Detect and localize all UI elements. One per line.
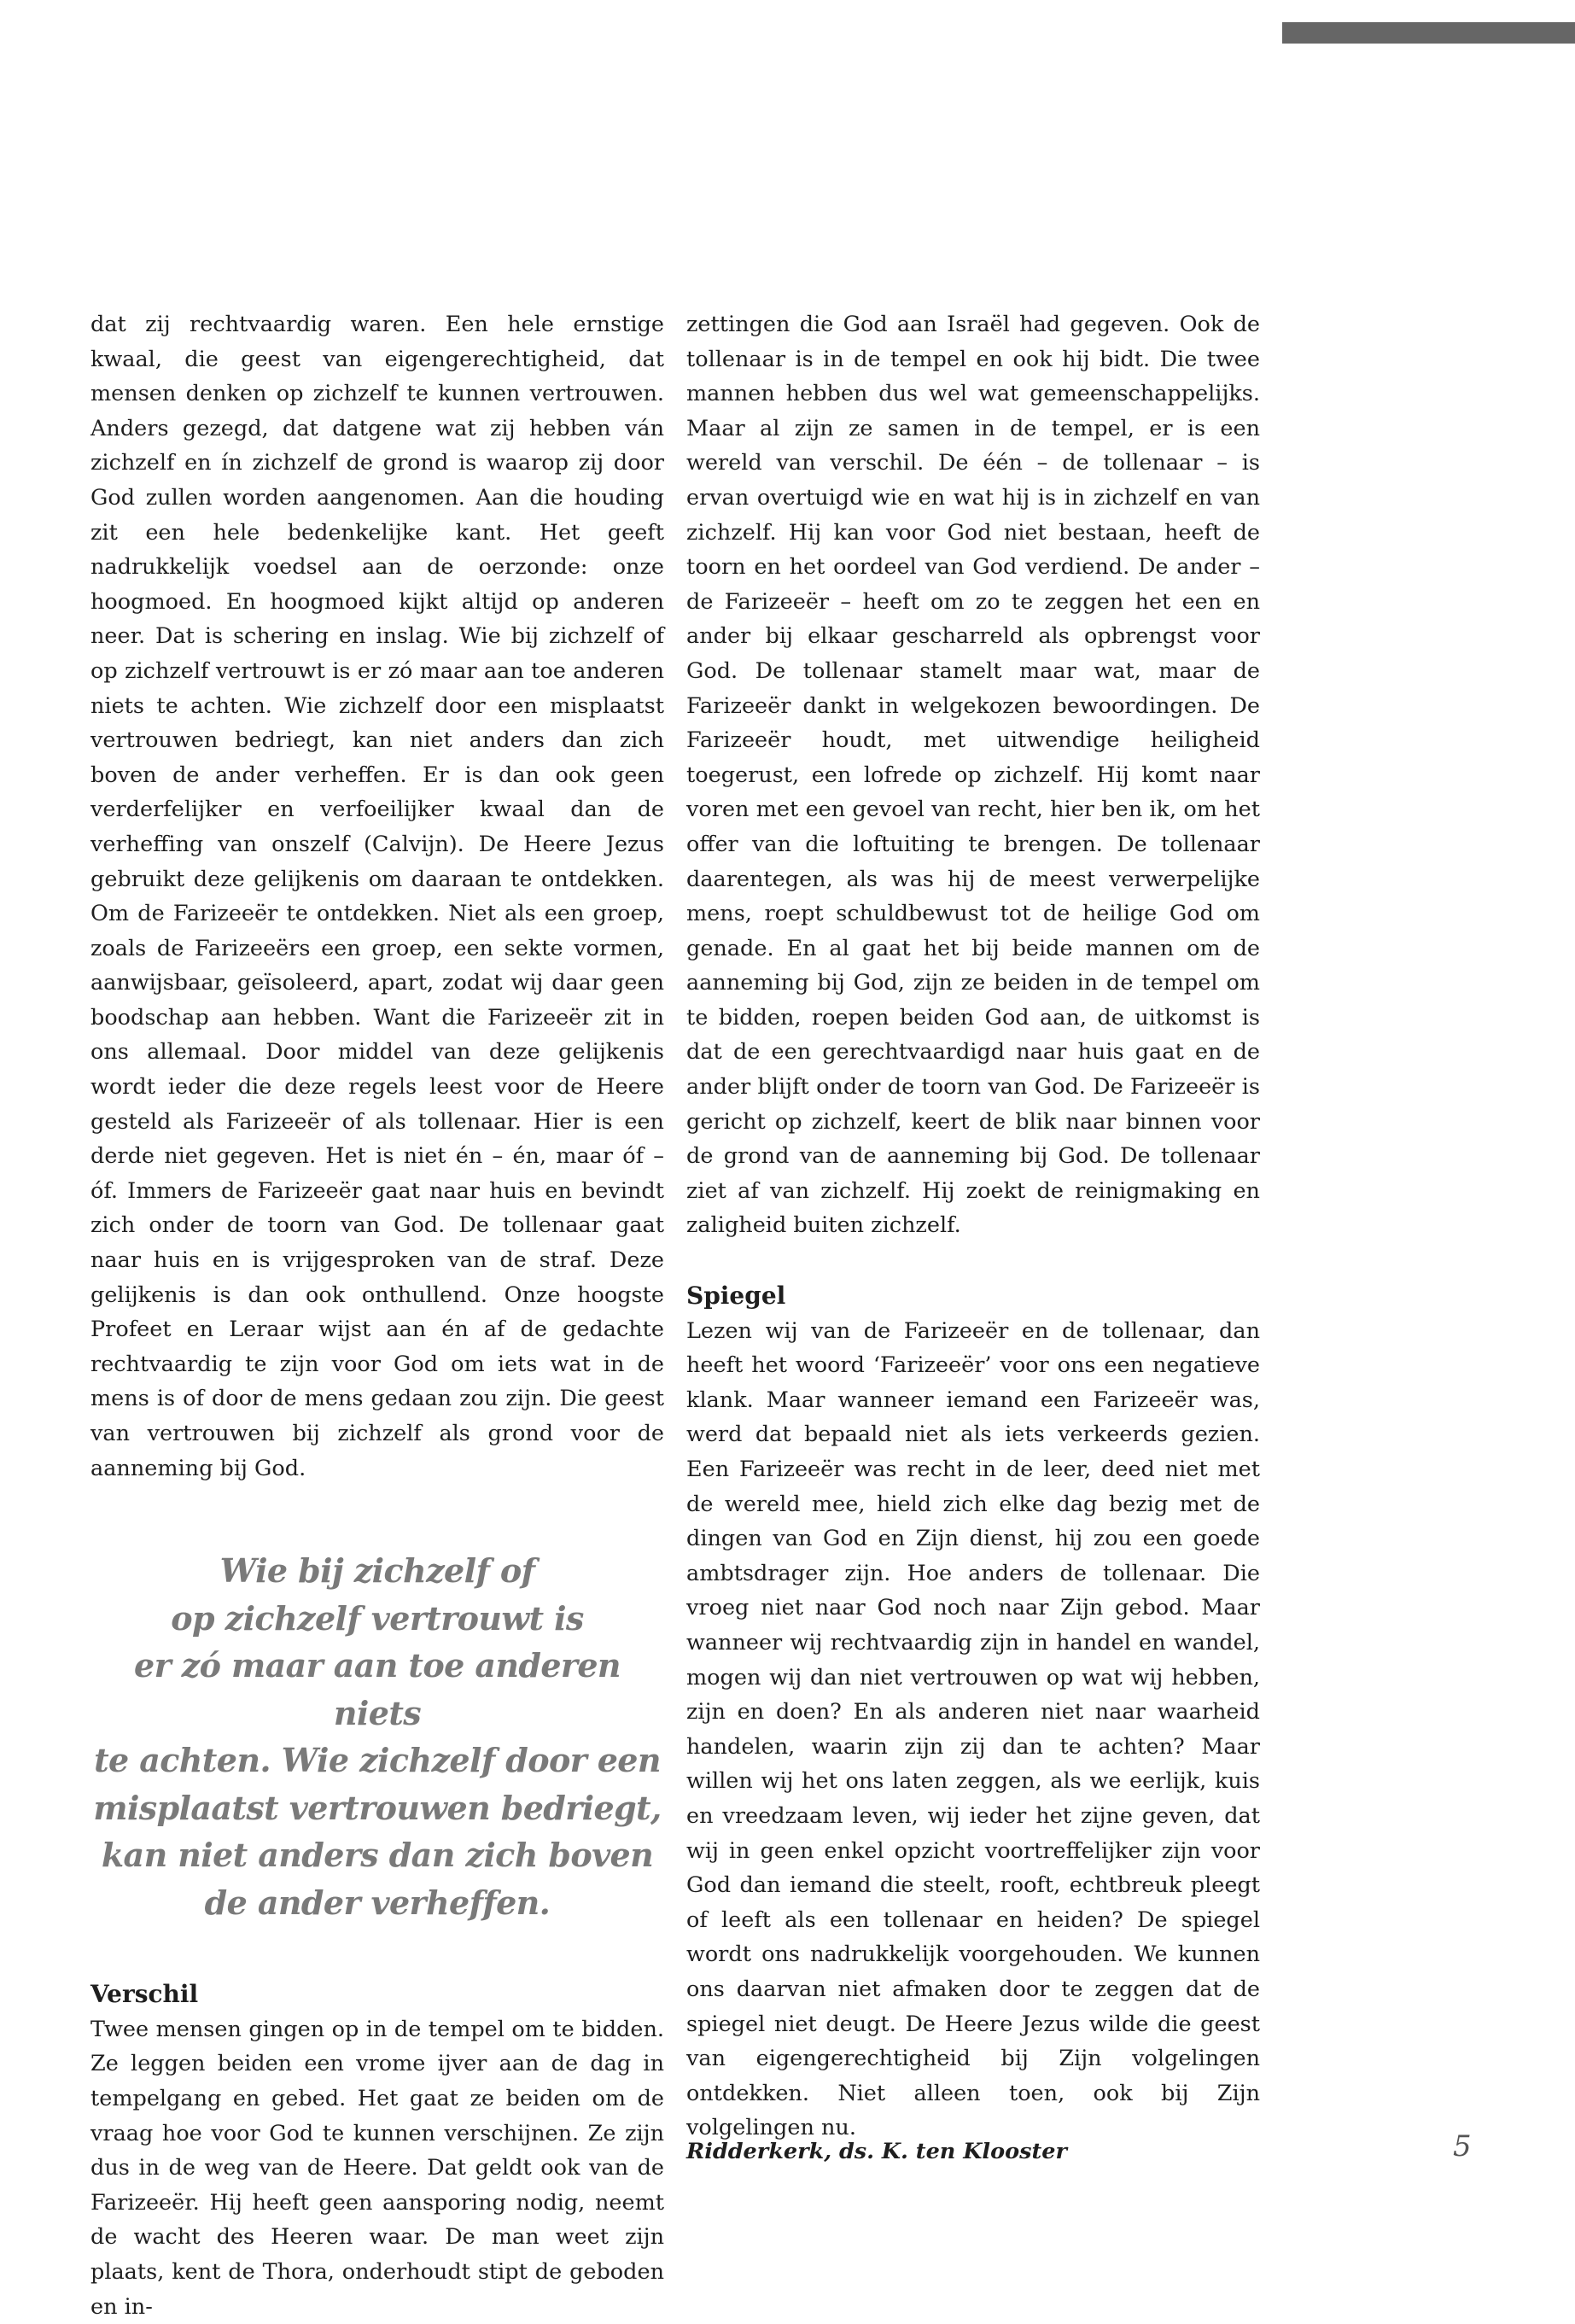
left-column: [90, 307, 664, 2324]
right-column: [686, 307, 1260, 2146]
section-heading-spiegel: Spiegel: [686, 1282, 786, 1311]
header-accent-bar: [1282, 22, 1575, 44]
pull-quote: Wie bij zichzelf of op zichzelf vertrouwt is er zó maar aan toe anderen niets te achten. Wie zichzelf door een misplaatst vertrouwen bedriegt, kan niet anders dan zich boven de ander verheffen.: [93, 1551, 662, 1922]
intro-paragraph: dat zij rechtvaardig waren. Een hele ernstige kwaal, die geest van eigengerechtigheid, dat mensen denken op zichzelf te kunnen vertrouwen. Anders gezegd, dat datgene wat zij hebben ván zichzelf en ín zichzelf de grond is waarop zij door God zullen worden aangenomen. Aan die houding zit een hele bedenkelijke kant. Het geeft nadrukkelijk voedsel aan de oerzonde: onze hoogmoed. En hoogmoed kijkt altijd op anderen neer. Dat is schering en inslag. Wie bij zichzelf of op zichzelf vertrouwt is er zó maar aan toe anderen niets te achten. Wie zichzelf door een misplaatst vertrouwen bedriegt, kan niet anders dan zich boven de ander verheffen. Er is dan ook geen verderfelijker en verfoeilijker kwaal dan de verheffing van onszelf (Calvijn). De Heere Jezus gebruikt deze gelijkenis om daaraan te ontdekken. Om de Farizeeër te ontdekken. Niet als een groep, zoals de Farizeeërs een groep, een sekte vormen, aanwijsbaar, geïsoleerd, apart, zodat wij daar geen boodschap aan hebben. Want die Farizeeër zit in ons allemaal. Door middel van deze gelijkenis wordt ieder die deze regels leest voor de Heere gesteld als Farizeeër of als tollenaar. Hier is een derde niet gegeven. Het is niet én – én, maar óf – óf. Immers de Farizeeër gaat naar huis en bevindt zich onder de toorn van God. De tollenaar gaat naar huis en is vrijgesproken van de straf. Deze gelijkenis is dan ook onthullend. Onze hoogste Profeet en Leraar wijst aan én af de gedachte rechtvaardig te zijn voor God om iets wat in de mens is of door de mens gedaan zou zijn. Die geest van vertrouwen bij zichzelf als grond voor de aanneming bij God.: [90, 312, 664, 1481]
spiegel-paragraph: Lezen wij van de Farizeeër en de tollenaar, dan heeft het woord ‘Farizeeër’ voor ons een negatieve klank. Maar wanneer iemand een Farizeeër was, werd dat bepaald niet als iets verkeerds gezien. Een Farizeeër was recht in de leer, deed niet met de wereld mee, hield zich elke dag bezig met de dingen van God en Zijn dienst, hij zou een goede ambtsdrager zijn. Hoe anders de tollenaar. Die vroeg niet naar God noch naar Zijn gebod. Maar wanneer wij rechtvaardig zijn in handel en wandel, mogen wij dan niet vertrouwen op wat wij hebben, zijn en doen? En als anderen niet naar waarheid handelen, waarin zijn zij dan te achten? Maar willen wij het ons laten zeggen, als we eerlijk, kuis en vreedzaam leven, wij ieder het zijne geven, dat wij in geen enkel opzicht voortreffelijker zijn voor God dan iemand die steelt, rooft, echtbreuk pleegt of leeft als een tollenaar en heiden? De spiegel wordt ons nadrukkelijk voorgehouden. We kunnen ons daarvan niet afmaken door te zeggen dat de spiegel niet deugt. De Heere Jezus wilde die geest van eigengerechtigheid bij Zijn volgelingen ontdekken. Niet alleen toen, ook bij Zijn volgelingen nu.: [686, 1317, 1260, 2141]
section-heading-verschil: Verschil: [90, 1980, 199, 2009]
verschil-paragraph: Twee mensen gingen op in de tempel om te bidden. Ze leggen beiden een vrome ijver aan de dag in tempelgang en gebed. Het gaat ze beiden om de vraag hoe voor God te kunnen verschijnen. Ze zijn dus in de weg van de Heere. Dat geldt ook van de Farizeeër. Hij heeft geen aansporing nodig, neemt de wacht des Heeren waar. De man weet zijn plaats, kent de Thora, onderhoudt stipt de geboden en in-: [90, 2016, 664, 2320]
continued-paragraph: zettingen die God aan Israël had gegeven. Ook de tollenaar is in de tempel en ook hij bidt. Die twee mannen hebben dus wel wat gemeenschappelijks. Maar al zijn ze samen in de tempel, er is een wereld van verschil. De één – de tollenaar – is ervan overtuigd wie en wat hij is in zichzelf en van zichzelf. Hij kan voor God niet bestaan, heeft de toorn en het oordeel van God verdiend. De ander – de Farizeeër – heeft om zo te zeggen het een en ander bij elkaar gescharreld als opbrengst voor God. De tollenaar stamelt maar wat, maar de Farizeeër dankt in welgekozen bewoordingen. De Farizeeër houdt, met uitwendige heiligheid toegerust, een lofrede op zichzelf. Hij komt naar voren met een gevoel van recht, hier ben ik, om het offer van die loftuiting te brengen. De tollenaar daarentegen, als was hij de meest verwerpelijke mens, roept schuldbewust tot de heilige God om genade. En al gaat het bij beide mannen om de aanneming bij God, zijn ze beiden in de tempel om te bidden, roepen beiden God aan, de uitkomst is dat de een gerechtvaardigd naar huis gaat en de ander blijft onder de toorn van God. De Farizeeër is gericht op zichzelf, keert de blik naar binnen voor de grond van de aanneming bij God. De tollenaar ziet af van zichzelf. Hij zoekt de reinigmaking en zaligheid buiten zichzelf.: [686, 312, 1260, 1239]
page-number: 5: [1453, 2129, 1472, 2163]
author-signature: Ridderkerk, ds. K. ten Klooster: [686, 2139, 1067, 2164]
